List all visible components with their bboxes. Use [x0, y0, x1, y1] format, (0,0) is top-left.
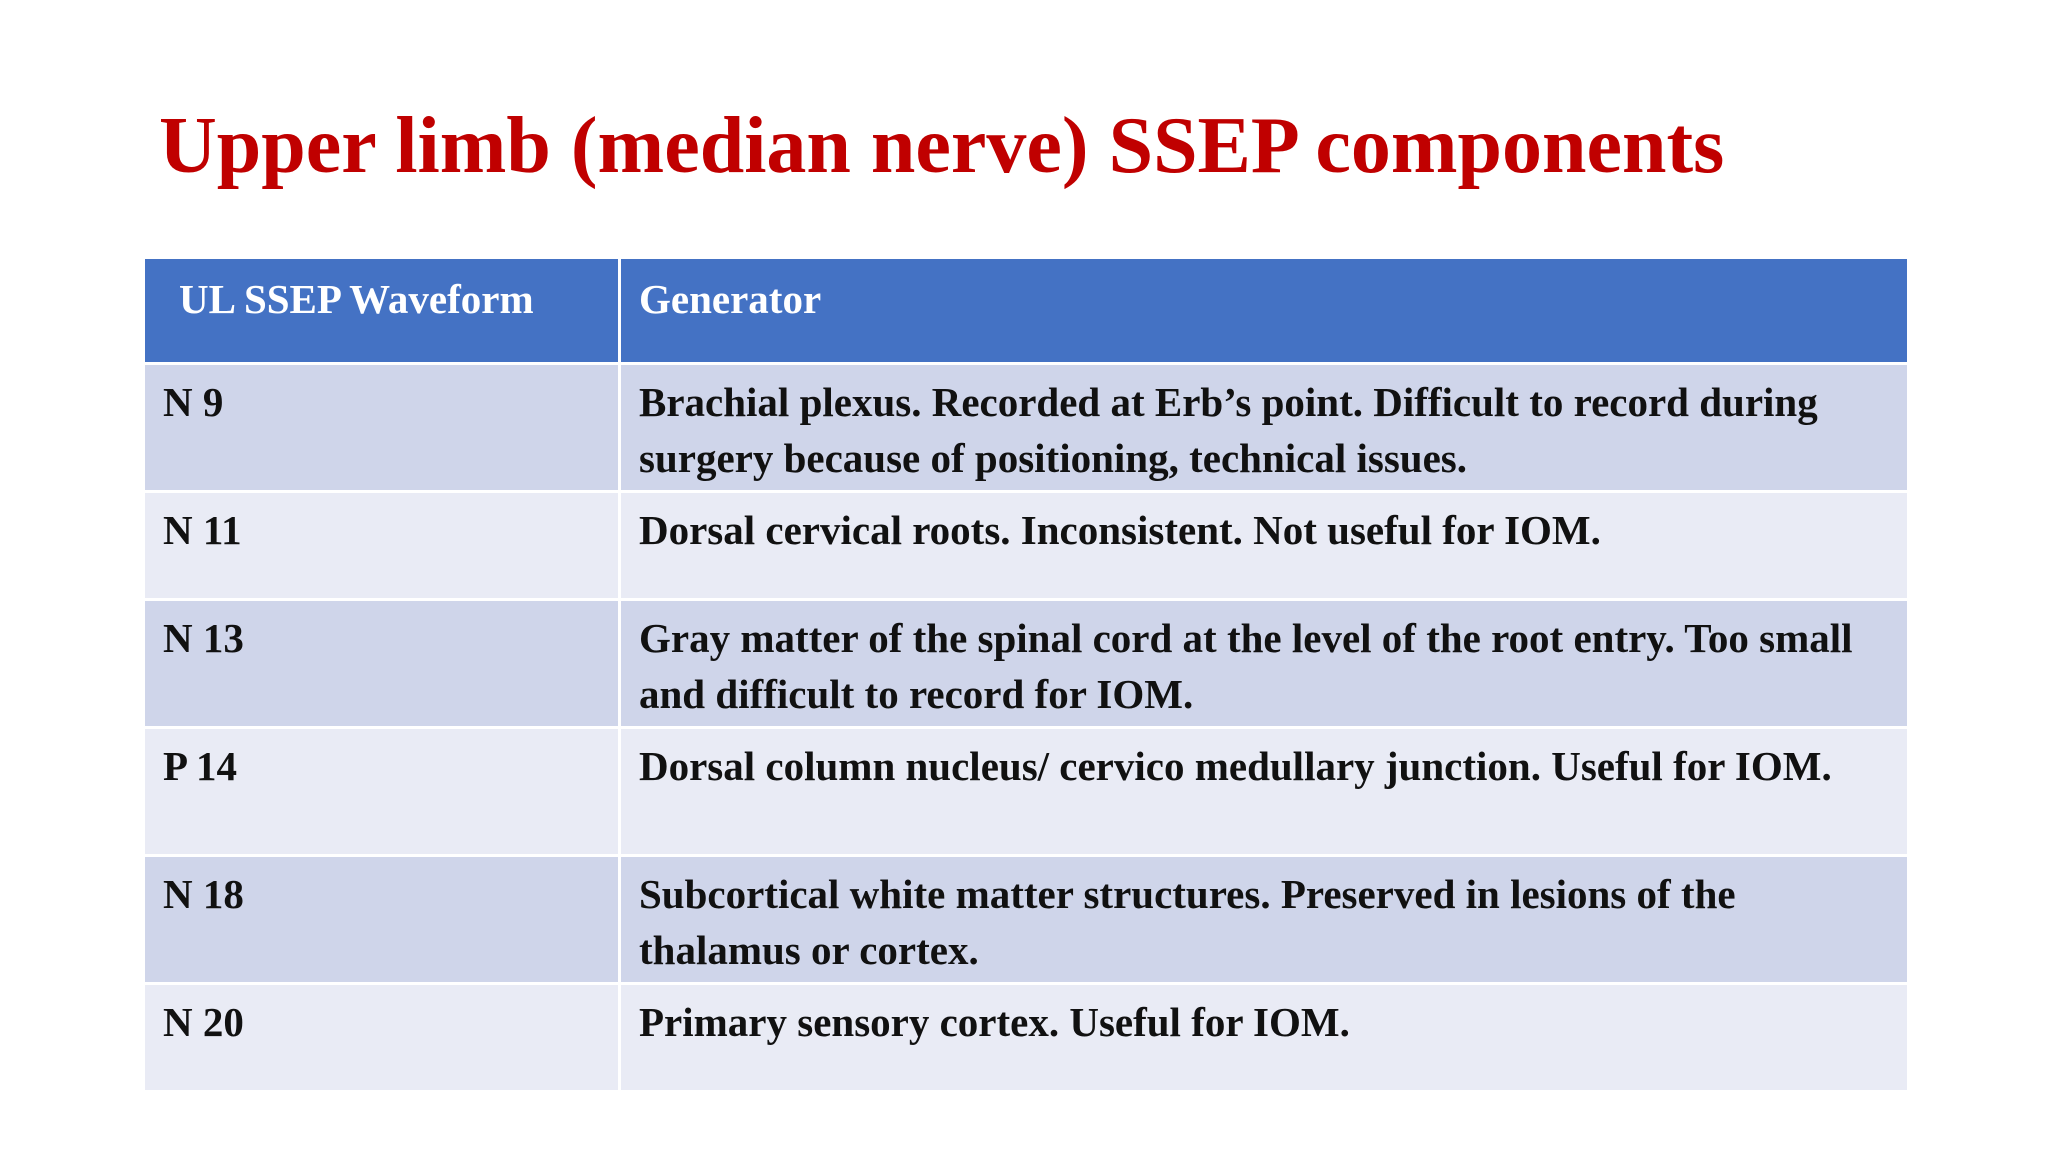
table-row	[144, 364, 1909, 492]
waveform-cell: N 11	[144, 492, 620, 600]
slide-title: Upper limb (median nerve) SSEP components	[159, 102, 1725, 190]
waveform-cell: P 14	[144, 728, 620, 856]
header-waveform: UL SSEP Waveform	[144, 258, 620, 364]
waveform-cell: N 13	[144, 600, 620, 728]
generator-cell: Dorsal cervical roots. Inconsistent. Not useful for IOM.	[620, 492, 1909, 600]
table-row	[144, 856, 1909, 984]
table-header-row	[144, 258, 1909, 364]
table-row	[144, 600, 1909, 728]
generator-cell: Subcortical white matter structures. Preserved in lesions of the thalamus or cortex.	[620, 856, 1909, 984]
generator-cell: Dorsal column nucleus/ cervico medullary junction. Useful for IOM.	[620, 728, 1909, 856]
waveform-cell: N 9	[144, 364, 620, 492]
waveform-cell: N 20	[144, 984, 620, 1092]
table-row	[144, 728, 1909, 856]
waveform-cell: N 18	[144, 856, 620, 984]
generator-cell: Primary sensory cortex. Useful for IOM.	[620, 984, 1909, 1092]
generator-cell: Brachial plexus. Recorded at Erb’s point. Difficult to record during surgery because of positioning, technical issues.	[620, 364, 1909, 492]
table-row	[144, 492, 1909, 600]
table-row	[144, 984, 1909, 1092]
generator-cell: Gray matter of the spinal cord at the level of the root entry. Too small and difficult to record for IOM.	[620, 600, 1909, 728]
header-generator: Generator	[620, 258, 1909, 364]
ssep-components-table	[142, 256, 1910, 1093]
